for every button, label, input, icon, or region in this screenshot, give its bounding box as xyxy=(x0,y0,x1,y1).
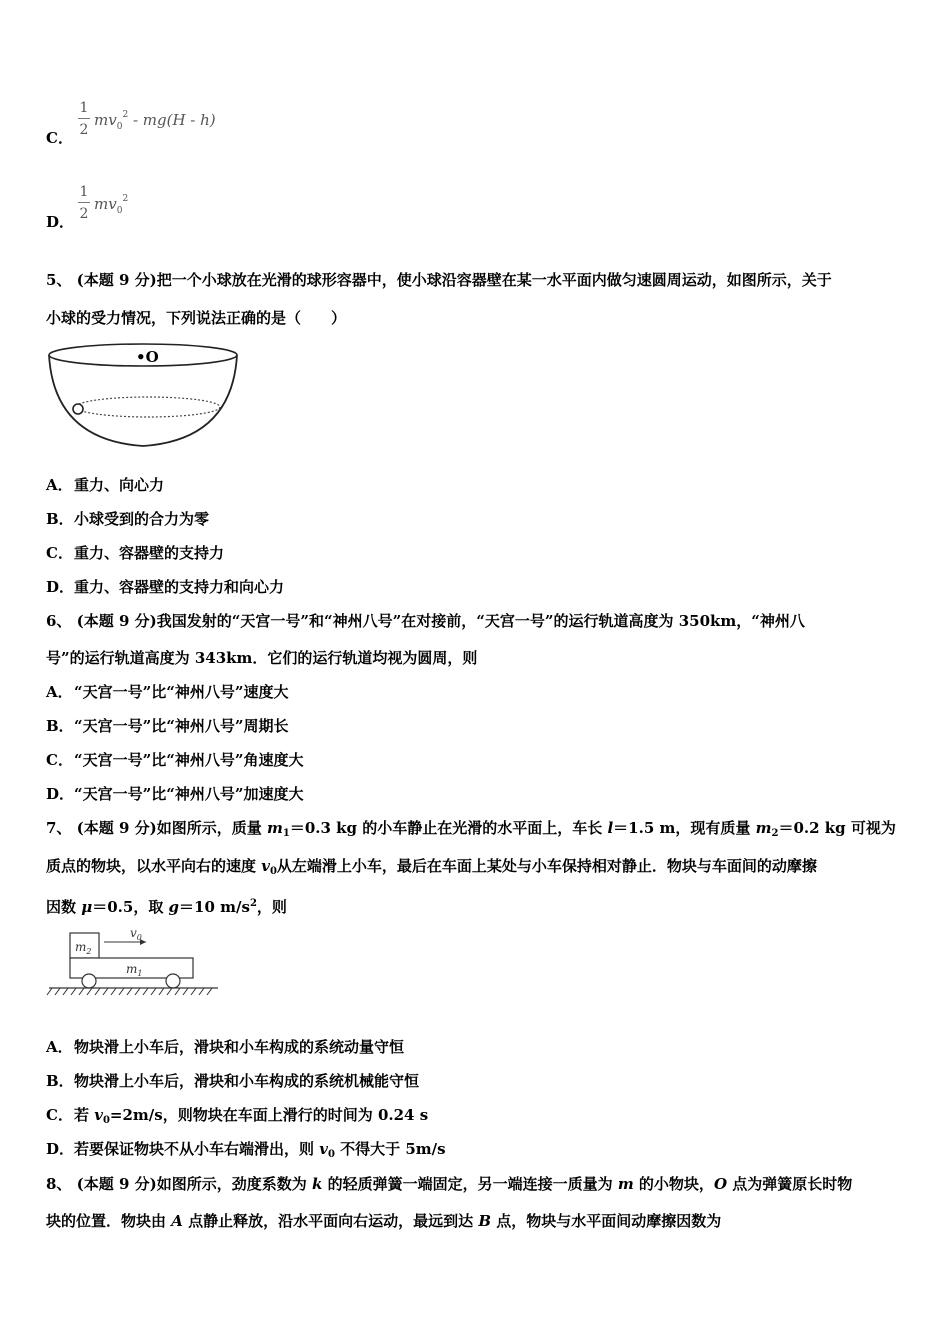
sub: 0 xyxy=(136,933,142,942)
spherical-bowl-figure xyxy=(46,340,242,452)
expr-sup: 2 xyxy=(122,194,129,204)
q7-stem-line2 xyxy=(46,856,817,882)
q7-option-b xyxy=(46,1071,419,1091)
q6-option-d xyxy=(46,784,304,804)
orbit-path xyxy=(76,397,220,417)
option-text: 不得大于 5m/s xyxy=(334,1140,446,1158)
q5-option-c xyxy=(46,543,224,563)
option-text: 重力、容器壁的支持力和向心力 xyxy=(74,578,285,596)
text: ＝0.3 kg 的小车静止在光滑的水平面上，车长 xyxy=(289,819,608,837)
text: 因数 xyxy=(46,898,82,916)
text: 块的位置．物块由 xyxy=(46,1212,172,1230)
option-label: A． xyxy=(46,476,73,494)
expr-rest: - mg(H - h) xyxy=(128,111,216,129)
q4-option-c-label: C． xyxy=(46,129,73,147)
option-label: A． xyxy=(46,1038,73,1056)
var-k: k xyxy=(311,1175,323,1193)
var-B: B xyxy=(478,1212,492,1230)
var-m: m xyxy=(617,1175,634,1193)
velocity-label xyxy=(130,926,142,942)
cart-block-figure xyxy=(46,925,222,997)
q7-stem-line1 xyxy=(46,818,896,844)
formula-expression xyxy=(94,194,128,216)
option-text: 物块滑上小车后，滑块和小车构成的系统动量守恒 xyxy=(74,1038,405,1056)
wheel-left xyxy=(82,974,96,988)
q6-option-c xyxy=(46,750,304,770)
q8-stem-line2 xyxy=(46,1211,721,1231)
option-label: C． xyxy=(46,544,73,562)
option-text: “天宫一号”比“神州八号”周期长 xyxy=(74,717,289,735)
var-m: m xyxy=(755,819,772,837)
option-label: B． xyxy=(46,1072,74,1090)
option-text: 若 xyxy=(74,1106,95,1124)
text: 的轻质弹簧一端固定，另一端连接一质量为 xyxy=(322,1175,618,1193)
option-label: A． xyxy=(46,683,73,701)
sub: 1 xyxy=(282,828,290,839)
var-m: m xyxy=(266,819,283,837)
text: ＝10 m/s xyxy=(179,898,250,916)
q7-stem-line3 xyxy=(46,894,287,917)
expr-mv: mv xyxy=(94,111,117,129)
small-ball xyxy=(73,404,83,414)
var-g: g xyxy=(168,898,180,916)
var-m: m xyxy=(126,962,138,976)
text: 8、 (本题 9 分)如图所示，劲度系数为 xyxy=(46,1175,312,1193)
q5-option-b xyxy=(46,509,209,529)
expr-mv: mv xyxy=(94,195,117,213)
option-text: =2m/s，则物块在车面上滑行的时间为 0.24 s xyxy=(109,1106,429,1124)
wheel-right xyxy=(166,974,180,988)
text: 点，物块与水平面间动摩擦因数为 xyxy=(491,1212,722,1230)
sub: 0 xyxy=(269,866,277,877)
text: ＝0.5，取 xyxy=(92,898,169,916)
bowl-body xyxy=(49,355,237,446)
text: ＝0.2 kg 可视为 xyxy=(778,819,896,837)
q7-option-c xyxy=(46,1105,428,1131)
var-m: m xyxy=(75,940,87,954)
fraction-denominator: 2 xyxy=(79,206,89,222)
option-text: 重力、容器壁的支持力 xyxy=(74,544,225,562)
option-label: B． xyxy=(46,510,74,528)
text: 7、 (本题 9 分)如图所示，质量 xyxy=(46,819,267,837)
sup: 2 xyxy=(249,898,257,909)
fraction-bar xyxy=(78,118,90,119)
q7-option-d xyxy=(46,1139,446,1165)
var-A: A xyxy=(171,1212,183,1230)
text: 点为弹簧原长时物 xyxy=(727,1175,853,1193)
var-v: v xyxy=(94,1106,103,1124)
q5-option-a xyxy=(46,475,164,495)
fraction-bar xyxy=(78,202,90,203)
text: ，则 xyxy=(256,898,287,916)
q4-option-c-formula xyxy=(78,100,278,148)
q6-stem-line2: 号”的运行轨道高度为 343km．它们的运行轨道均视为圆周，则 xyxy=(46,649,478,667)
text: 质点的物块，以水平向右的速度 xyxy=(46,857,262,875)
var-v: v xyxy=(130,926,137,940)
center-point-label: •O xyxy=(136,348,159,366)
text: 的小物块， xyxy=(633,1175,714,1193)
expr-sup: 2 xyxy=(122,110,129,120)
ground-hatching xyxy=(47,988,212,995)
text: 点静止释放，沿水平面向右运动，最远到达 xyxy=(182,1212,479,1230)
sub: 0 xyxy=(102,1115,110,1126)
var-v: v xyxy=(261,857,270,875)
sub: 2 xyxy=(86,947,92,956)
q6-stem-line1: 6、 (本题 9 分)我国发射的“天宫一号”和“神州八号”在对接前，“天宫一号”的运行轨道高度为 350km，“神州八 xyxy=(46,612,805,630)
q6-option-b xyxy=(46,716,289,736)
option-text: 小球受到的合力为零 xyxy=(74,510,210,528)
option-label: C． xyxy=(46,1106,73,1124)
var-O: O xyxy=(713,1175,728,1193)
option-text: “天宫一号”比“神州八号”速度大 xyxy=(74,683,289,701)
fraction-numerator: 1 xyxy=(79,100,89,116)
text: ＝1.5 m，现有质量 xyxy=(613,819,756,837)
var-v: v xyxy=(319,1140,328,1158)
option-label: C． xyxy=(46,751,73,769)
option-label: B． xyxy=(46,717,74,735)
text: 从左端滑上小车，最后在车面上某处与小车保持相对静止．物块与车面间的动摩擦 xyxy=(276,857,817,875)
q8-stem-line1 xyxy=(46,1174,852,1194)
q7-option-a xyxy=(46,1037,404,1057)
expr-sub: 0 xyxy=(116,122,123,132)
q4-option-d-label: D． xyxy=(46,213,75,231)
fraction-numerator: 1 xyxy=(79,184,89,200)
q4-option-d-formula xyxy=(78,184,178,232)
option-text: “天宫一号”比“神州八号”角速度大 xyxy=(74,751,304,769)
formula-expression xyxy=(94,110,216,132)
option-text: 物块滑上小车后，滑块和小车构成的系统机械能守恒 xyxy=(74,1072,420,1090)
sub: 0 xyxy=(327,1149,335,1160)
fraction-denominator: 2 xyxy=(79,122,89,138)
option-text: 若要保证物块不从小车右端滑出，则 xyxy=(74,1140,320,1158)
sub: 1 xyxy=(137,969,143,978)
option-label: D． xyxy=(46,1140,75,1158)
option-label: D． xyxy=(46,578,75,596)
var-mu: μ xyxy=(81,898,93,916)
q5-option-d xyxy=(46,577,284,597)
sub: 2 xyxy=(771,828,779,839)
option-text: “天宫一号”比“神州八号”加速度大 xyxy=(74,785,304,803)
option-text: 重力、向心力 xyxy=(74,476,165,494)
expr-sub: 0 xyxy=(116,206,123,216)
q6-option-a xyxy=(46,682,289,702)
option-label: D． xyxy=(46,785,75,803)
var-l: l xyxy=(607,819,614,837)
q5-stem-line1: 5、 (本题 9 分)把一个小球放在光滑的球形容器中，使小球沿容器壁在某一水平面内做匀速圆周运动，如图所示，关于 xyxy=(46,271,832,289)
q5-stem-line2: 小球的受力情况，下列说法正确的是（ ） xyxy=(46,309,347,327)
